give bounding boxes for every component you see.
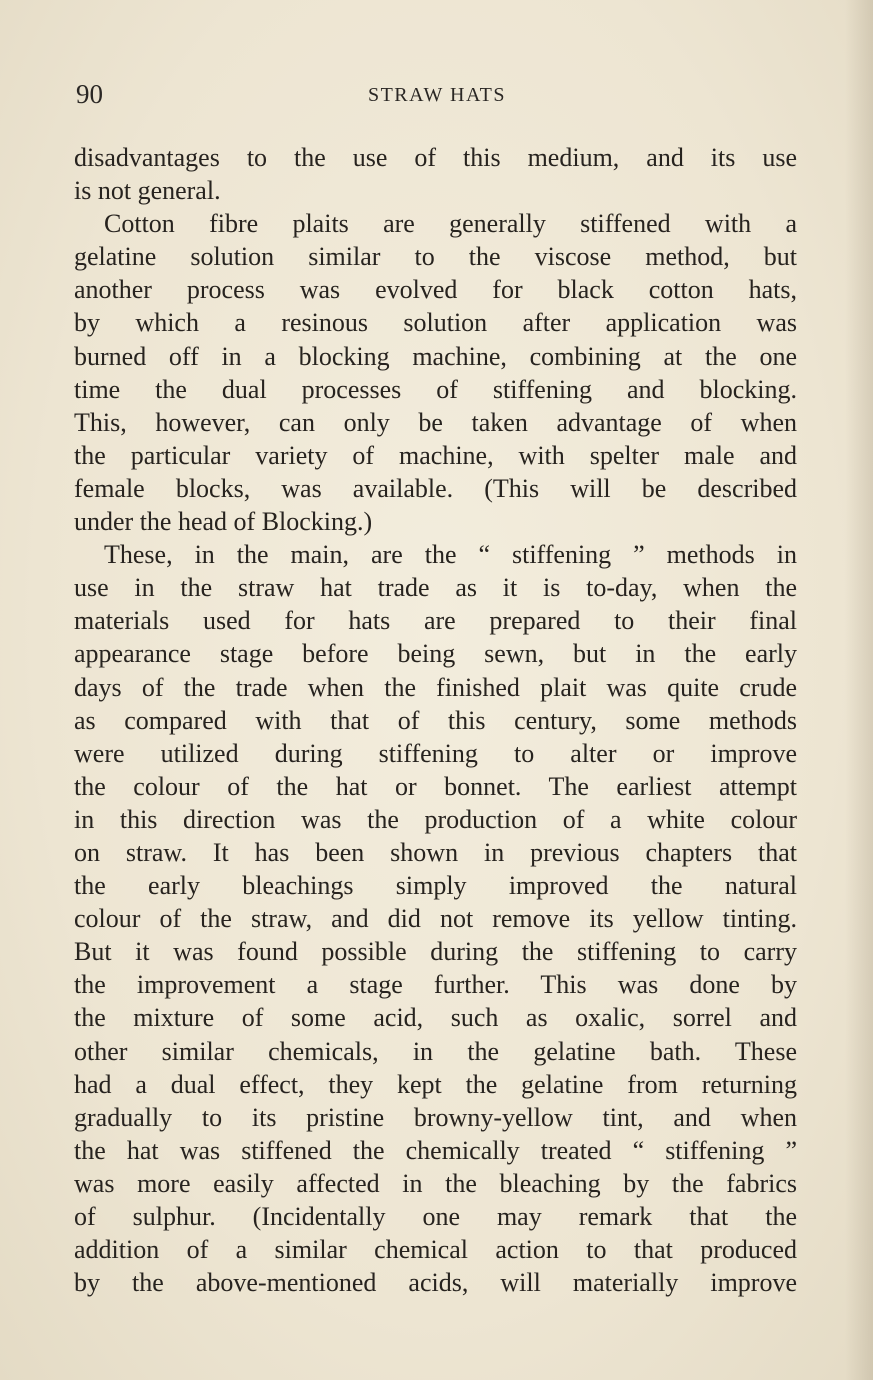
text-line: the particular variety of machine, with spelter male and [74, 440, 797, 470]
text-line: gradually to its pristine browny-yellow tint, and when [74, 1102, 797, 1132]
text-line: the improvement a stage further. This was done by [74, 970, 797, 1000]
text-line: burned off in a blocking machine, combining at the one [74, 341, 797, 371]
text-line: disadvantages to the use of this medium, and its use [74, 143, 797, 172]
text-line: the hat was stiffened the chemically treated “ stiffening ” [74, 1135, 797, 1165]
text-line: another process was evolved for black cotton hats, [74, 275, 797, 305]
text-line: days of the trade when the finished plait was quite crude [74, 672, 797, 702]
text-line: addition of a similar chemical action to that produced [74, 1235, 797, 1265]
text-line: appearance stage before being sewn, but in the early [74, 639, 797, 669]
text-line: had a dual effect, they kept the gelatine from returning [74, 1069, 797, 1099]
running-head: STRAW HATS [367, 84, 507, 106]
text-line: the early bleachings simply improved the natural [74, 871, 797, 901]
text-line: the colour of the hat or bonnet. The earliest attempt [74, 771, 797, 801]
text-line: by the above-mentioned acids, will materially improve [74, 1268, 797, 1298]
text-line: as compared with that of this century, some methods [74, 705, 797, 735]
text-line: in this direction was the production of a white colour [74, 804, 797, 834]
text-line: These, in the main, are the “ stiffening ” methods in [104, 540, 797, 570]
text-line: female blocks, was available. (This will be described [74, 473, 797, 503]
text-line: the mixture of some acid, such as oxalic, sorrel and [74, 1003, 797, 1033]
text-line: gelatine solution similar to the viscose method, but [74, 242, 797, 272]
text-line: other similar chemicals, in the gelatine bath. These [74, 1036, 797, 1066]
text-line: of sulphur. (Incidentally one may remark that the [74, 1202, 797, 1231]
text-line: time the dual processes of stiffening and blocking. [74, 374, 797, 404]
text-line: was more easily affected in the bleaching by the fabrics [74, 1168, 797, 1198]
text-line: is not general. [74, 176, 221, 206]
text-line: were utilized during stiffening to alter or improve [74, 738, 797, 768]
text-line: use in the straw hat trade as it is to-day, when the [74, 573, 797, 603]
text-line: Cotton fibre plaits are generally stiffened with a [104, 209, 797, 239]
text-line: on straw. It has been shown in previous chapters that [74, 837, 797, 867]
page-header [76, 74, 798, 114]
text-line: But it was found possible during the stiffening to carry [74, 937, 797, 967]
text-line: by which a resinous solution after application was [74, 308, 797, 338]
page-number: 90 [76, 79, 103, 109]
text-line: colour of the straw, and did not remove its yellow tinting. [74, 904, 797, 934]
text-line: This, however, can only be taken advantage of when [74, 407, 797, 437]
body-text [74, 141, 797, 1299]
text-line: under the head of Blocking.) [74, 507, 373, 537]
text-line: materials used for hats are prepared to their final [74, 606, 797, 636]
